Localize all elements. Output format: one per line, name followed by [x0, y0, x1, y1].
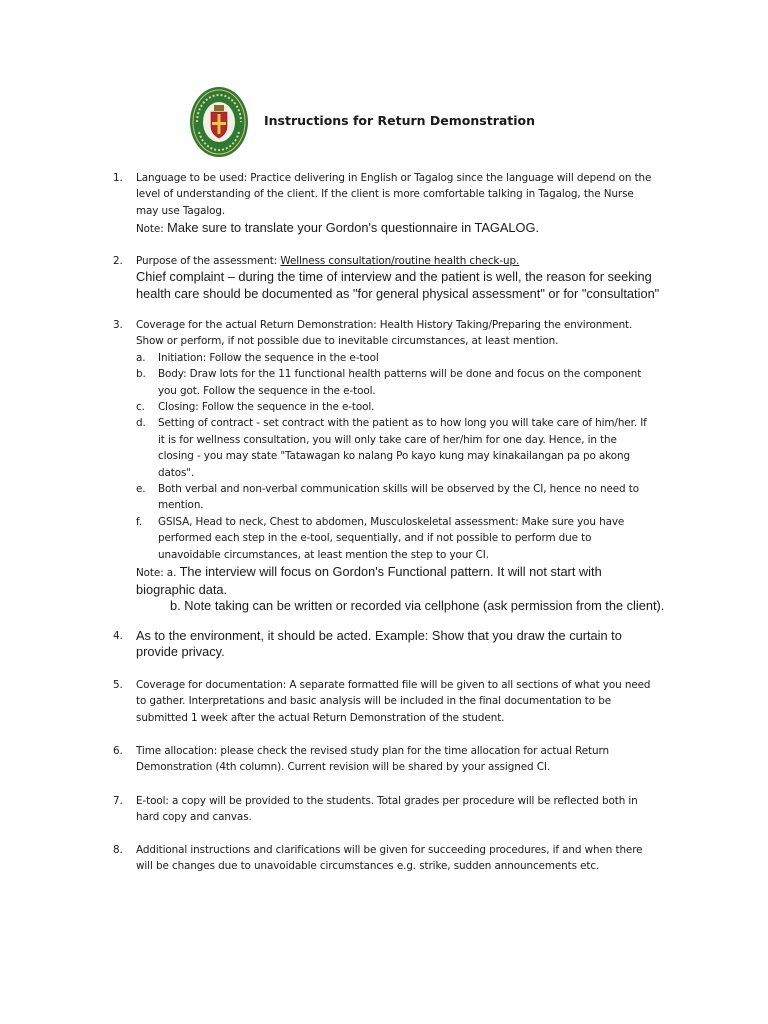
item-3-line-1: Coverage for the actual Return Demonstration: Health History Taking/Preparing the environment.	[136, 319, 633, 331]
item-8-line-1: Additional instructions and clarifications will be given for succeeding procedures, if and when there	[136, 844, 643, 856]
document-title: Instructions for Return Demonstration	[264, 113, 536, 128]
note-label: Note: a.	[136, 567, 177, 580]
item-number: 6.	[113, 745, 123, 757]
note-a-line-2: biographic data.	[136, 581, 228, 597]
item-1-line-1: Language to be used: Practice delivering in English or Tagalog since the language will depend on the	[136, 172, 652, 184]
item-5-line-3: submitted 1 week after the actual Return Demonstration of the student.	[136, 711, 505, 724]
item-5-line-1: Coverage for documentation: A separate formatted file will be given to all sections of what you need	[136, 679, 651, 691]
list-item-4	[113, 628, 683, 661]
university-seal-logo	[189, 86, 249, 158]
item-2-underlined-purpose: Wellness consultation/routine health check-up.	[280, 255, 520, 267]
item-number: 8.	[113, 844, 123, 856]
item-2-line-3: health care should be documented as "for general physical assessment" or for "consultation"	[136, 285, 660, 301]
item-number: 2.	[113, 255, 123, 267]
list-item-1	[113, 170, 683, 238]
sub-item-a: a. Initiation: Follow the sequence in the e-tool	[136, 351, 379, 364]
item-6-line-1: Time allocation: please check the revised study plan for the time allocation for actual Return	[136, 745, 609, 757]
sub-item-d: d. Setting of contract - set contract with the patient as to how long you will take care of him/her. If it is for wellness consultation, you will only take care of her/him for one day. Hence, in the closing - you may state "Tatawagan ko nalang Po kayo kung may kinakailangan pa po akong datos".	[136, 417, 647, 479]
sub-item-f: f. GSISA, Head to neck, Chest to abdomen, Musculoskeletal assessment: Make sure you have performed each step in the e-tool, sequentially, and if not possible to perform due to unavoidable circumstances, at least mention the step to your CI.	[136, 515, 625, 561]
item-8-line-2: will be changes due to unavoidable circumstances e.g. strike, sudden announcements etc.	[136, 860, 600, 873]
item-number: 1.	[113, 172, 123, 184]
note-b: b. Note taking can be written or recorded via cellphone (ask permission from the client).	[170, 597, 665, 613]
item-2-prefix: Purpose of the assessment:	[136, 255, 281, 267]
list-item-8	[113, 842, 683, 875]
item-1-line-2: level of understanding of the client. If the client is more comfortable talking in Tagalog, the Nurse	[136, 188, 634, 201]
item-number: 3.	[113, 319, 123, 331]
item-number: 4.	[113, 630, 123, 642]
item-number: 5.	[113, 679, 123, 691]
item-2-line-2: Chief complaint – during the time of interview and the patient is well, the reason for seeking	[136, 269, 652, 285]
item-7-line-1: E-tool: a copy will be provided to the students. Total grades per procedure will be reflected both in	[136, 795, 638, 807]
item-4-line-1: As to the environment, it should be acted. Example: Show that you draw the curtain to	[136, 628, 622, 643]
list-item-5	[113, 677, 683, 726]
item-1-note-text: Make sure to translate your Gordon's questionnaire in TAGALOG.	[163, 220, 540, 236]
item-3-line-2: Show or perform, if not possible due to inevitable circumstances, at least mention.	[136, 335, 559, 348]
list-item-2	[113, 253, 683, 302]
item-7-line-2: hard copy and canvas.	[136, 811, 252, 824]
item-number: 7.	[113, 795, 123, 807]
item-1-line-3: may use Tagalog.	[136, 204, 226, 217]
sub-item-c: c. Closing: Follow the sequence in the e-tool.	[136, 401, 375, 414]
item-5-line-2: to gather. Interpretations and basic analysis will be included in the final documentation to be	[136, 695, 611, 708]
item-4-line-2: provide privacy.	[136, 644, 225, 660]
sub-item-b: b. Body: Draw lots for the 11 functional health patterns will be done and focus on the component you got. Follow the sequence in the e-tool.	[136, 368, 642, 397]
list-item-7	[113, 793, 683, 826]
list-item-3	[113, 317, 683, 614]
list-item-6	[113, 743, 683, 776]
note-label: Note:	[136, 223, 164, 236]
item-6-line-2: Demonstration (4th column). Current revision will be shared by your assigned CI.	[136, 761, 551, 774]
note-a-line-1: The interview will focus on Gordon's Functional pattern. It will not start with	[176, 564, 602, 580]
sub-item-e: e. Both verbal and non-verbal communication skills will be observed by the CI, hence no need to mention.	[136, 483, 639, 512]
